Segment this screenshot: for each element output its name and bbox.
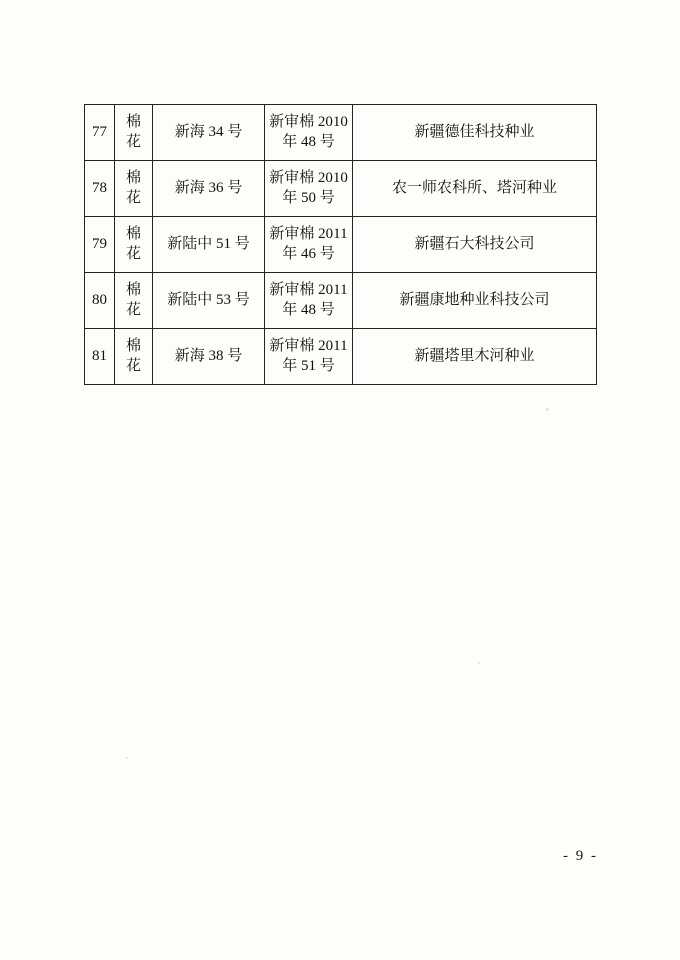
row-organization: 新疆塔里木河种业	[353, 329, 597, 385]
row-index: 78	[85, 161, 115, 217]
scan-speck	[478, 662, 480, 664]
table-row	[85, 329, 597, 385]
row-approval-code	[265, 273, 353, 329]
row-approval-code	[265, 105, 353, 161]
table-row	[85, 273, 597, 329]
row-variety-name: 新陆中 51 号	[153, 217, 265, 273]
approved-varieties-table	[84, 104, 597, 385]
page-number: - 9 -	[563, 848, 598, 864]
table-row	[85, 217, 597, 273]
row-variety-name: 新海 36 号	[153, 161, 265, 217]
row-index: 81	[85, 329, 115, 385]
row-organization: 农一师农科所、塔河种业	[353, 161, 597, 217]
row-crop	[115, 273, 153, 329]
row-approval-code-line1: 新审棉 2011	[269, 226, 348, 243]
row-variety-name: 新陆中 53 号	[153, 273, 265, 329]
row-index: 77	[85, 105, 115, 161]
row-approval-code-line1: 新审棉 2011	[269, 282, 348, 299]
row-organization: 新疆康地种业科技公司	[353, 273, 597, 329]
row-crop-text: 棉花	[126, 170, 142, 206]
row-organization: 新疆德佳科技种业	[353, 105, 597, 161]
row-approval-code-line1: 新审棉 2010	[269, 170, 348, 187]
row-approval-code	[265, 329, 353, 385]
row-crop	[115, 105, 153, 161]
scan-speck	[546, 408, 549, 411]
row-approval-code	[265, 217, 353, 273]
row-approval-code	[265, 161, 353, 217]
row-approval-code-line1: 新审棉 2011	[269, 338, 348, 355]
row-variety-name: 新海 34 号	[153, 105, 265, 161]
row-variety-name: 新海 38 号	[153, 329, 265, 385]
scan-speck	[126, 757, 128, 759]
table-row	[85, 161, 597, 217]
row-approval-code-line2: 年 48 号	[282, 301, 335, 318]
row-crop	[115, 161, 153, 217]
row-approval-code-line2: 年 46 号	[282, 245, 335, 262]
row-crop-text: 棉花	[126, 338, 142, 374]
row-crop	[115, 329, 153, 385]
row-index: 79	[85, 217, 115, 273]
row-approval-code-line2: 年 48 号	[282, 133, 335, 150]
row-crop-text: 棉花	[126, 114, 142, 150]
row-index: 80	[85, 273, 115, 329]
row-approval-code-line2: 年 51 号	[282, 357, 335, 374]
row-crop-text: 棉花	[126, 282, 142, 318]
row-organization: 新疆石大科技公司	[353, 217, 597, 273]
row-approval-code-line1: 新审棉 2010	[269, 114, 348, 131]
row-approval-code-line2: 年 50 号	[282, 189, 335, 206]
row-crop	[115, 217, 153, 273]
table-body	[85, 105, 597, 385]
row-crop-text: 棉花	[126, 226, 142, 262]
table-row	[85, 105, 597, 161]
